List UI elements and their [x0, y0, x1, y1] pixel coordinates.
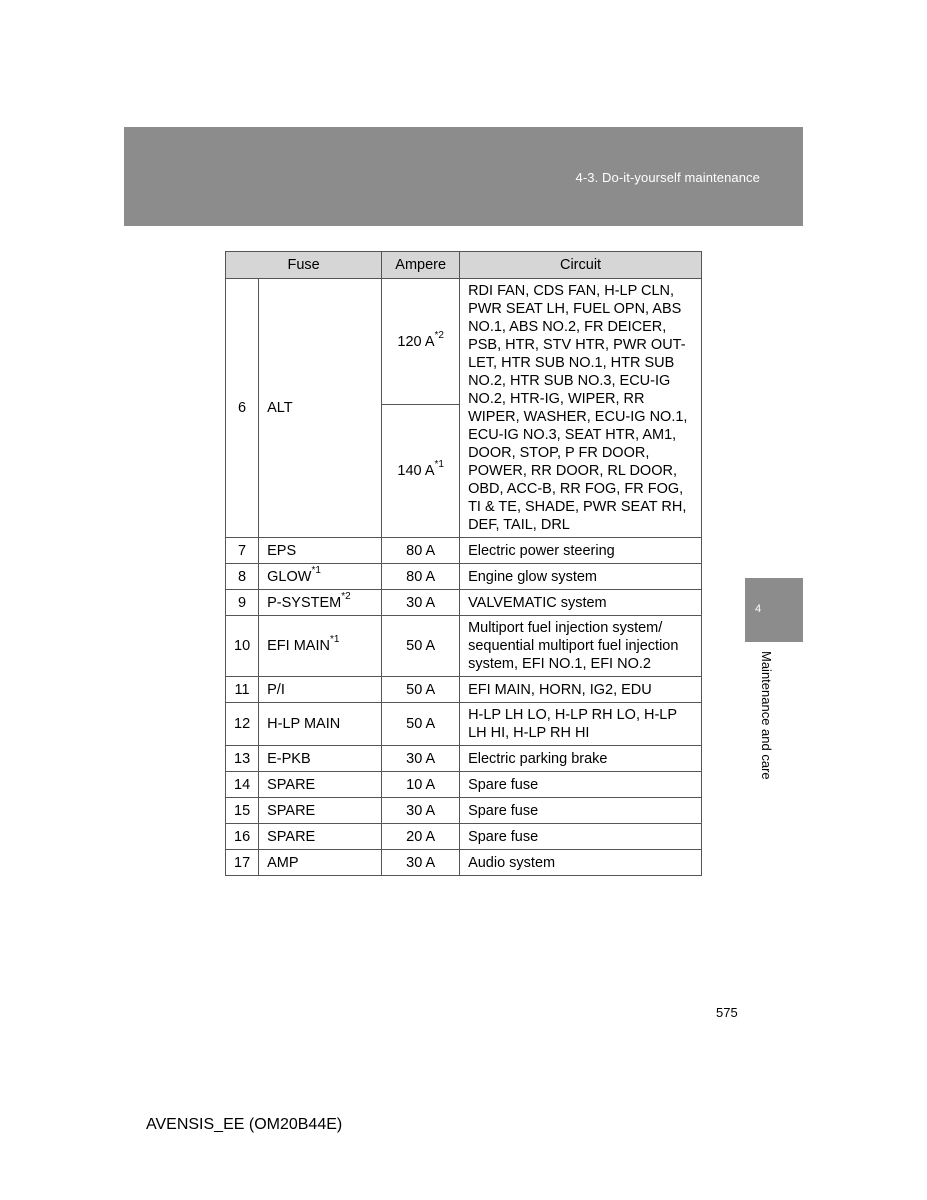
circuit-line: EFI MAIN, HORN, IG2, EDU: [468, 681, 652, 698]
fuse-name-text: SPARE: [267, 828, 316, 845]
footnote-marker: *2: [434, 329, 444, 341]
fuse-name: [259, 824, 382, 850]
fuse-name: [259, 564, 382, 590]
ampere-value: 80 A: [382, 538, 460, 564]
fuse-number: 14: [226, 772, 259, 798]
page-number: 575: [716, 1005, 738, 1020]
table-row: [226, 824, 702, 850]
ampere-value: 50 A: [382, 616, 460, 677]
table-row: [226, 564, 702, 590]
circuit-description: [460, 677, 702, 703]
document-id: AVENSIS_EE (OM20B44E): [146, 1116, 343, 1133]
table-row: [226, 538, 702, 564]
circuit-line: WIPER, WASHER, ECU-IG NO.1,: [468, 409, 688, 425]
circuit-description: [460, 798, 702, 824]
circuit-line: PWR SEAT LH, FUEL OPN, ABS: [468, 301, 682, 317]
fuse-name: [259, 746, 382, 772]
circuit-line: NO.2, HTR-IG, WIPER, RR: [468, 391, 645, 407]
fuse-name: [259, 616, 382, 677]
circuit-description: [460, 538, 702, 564]
fuse-number: 16: [226, 824, 259, 850]
table-row: [226, 746, 702, 772]
chapter-tab-number: 4: [755, 603, 762, 615]
fuse-number: 11: [226, 677, 259, 703]
fuse-name: [259, 850, 382, 876]
ampere-value: 30 A: [382, 850, 460, 876]
circuit-line: Electric parking brake: [468, 750, 608, 767]
circuit-line: Spare fuse: [468, 776, 539, 793]
circuit-description: [460, 850, 702, 876]
table-row: [226, 703, 702, 746]
table-header-row: [226, 252, 702, 279]
circuit-line: ECU-IG NO.3, SEAT HTR, AM1,: [468, 427, 677, 443]
circuit-line: DEF, TAIL, DRL: [468, 517, 570, 533]
circuit-line: Spare fuse: [468, 802, 539, 819]
fuse-number: 6: [226, 279, 259, 538]
footnote-marker: *1: [311, 564, 321, 576]
fuse-table: [225, 251, 702, 876]
table-row: [226, 850, 702, 876]
fuse-name-text: AMP: [267, 854, 299, 871]
footnote-marker: *2: [341, 590, 351, 602]
column-header-circuit: Circuit: [460, 252, 702, 279]
chapter-header-band: [124, 127, 803, 226]
ampere-value: 50 A: [382, 677, 460, 703]
column-header-fuse: Fuse: [226, 252, 382, 279]
fuse-number: 12: [226, 703, 259, 746]
fuse-name-text: EFI MAIN: [267, 638, 330, 654]
fuse-number: 10: [226, 616, 259, 677]
ampere-value: 30 A: [382, 590, 460, 616]
circuit-description: [460, 703, 702, 746]
chapter-tab: [745, 578, 803, 642]
table-row: [226, 798, 702, 824]
fuse-number: 9: [226, 590, 259, 616]
circuit-line: NO.2, HTR SUB NO.3, ECU-IG: [468, 373, 671, 389]
table-row-alt: [226, 279, 702, 405]
fuse-number: 13: [226, 746, 259, 772]
fuse-name: [259, 703, 382, 746]
table-row: [226, 677, 702, 703]
table-row: [226, 590, 702, 616]
circuit-line: H-LP LH LO, H-LP RH LO, H-LP: [468, 707, 678, 723]
fuse-name-text: GLOW: [267, 568, 312, 585]
table-row: [226, 616, 702, 677]
circuit-line: TI & TE, SHADE, PWR SEAT RH,: [468, 499, 687, 515]
circuit-line: Multiport fuel injection system/: [468, 620, 663, 636]
circuit-description: [460, 772, 702, 798]
circuit-line: VALVEMATIC system: [468, 594, 607, 611]
circuit-line: RDI FAN, CDS FAN, H-LP CLN,: [468, 283, 675, 299]
column-header-ampere: Ampere: [382, 252, 460, 279]
circuit-description: [460, 824, 702, 850]
fuse-number: 8: [226, 564, 259, 590]
ampere-text: 140 A: [397, 463, 435, 480]
circuit-description: [460, 616, 702, 677]
fuse-name: ALT: [259, 279, 382, 538]
ampere-value: [382, 405, 460, 538]
circuit-line: Electric power steering: [468, 542, 615, 559]
circuit-description: [460, 279, 702, 538]
fuse-number: 17: [226, 850, 259, 876]
circuit-line: system, EFI NO.1, EFI NO.2: [468, 656, 651, 672]
ampere-value: 80 A: [382, 564, 460, 590]
circuit-line: LH HI, H-LP RH HI: [468, 725, 590, 741]
fuse-name: [259, 772, 382, 798]
fuse-number: 15: [226, 798, 259, 824]
circuit-line: Spare fuse: [468, 828, 539, 845]
circuit-line: PSB, HTR, STV HTR, PWR OUT-: [468, 337, 686, 353]
ampere-text: 120 A: [397, 333, 435, 350]
circuit-description: [460, 746, 702, 772]
ampere-value: 50 A: [382, 703, 460, 746]
circuit-line: Audio system: [468, 854, 556, 871]
fuse-name-text: E-PKB: [267, 750, 311, 767]
fuse-number: 7: [226, 538, 259, 564]
fuse-name: [259, 538, 382, 564]
fuse-name-text: P-SYSTEM: [267, 594, 342, 611]
ampere-value: 10 A: [382, 772, 460, 798]
table-row: [226, 772, 702, 798]
circuit-line: LET, HTR SUB NO.1, HTR SUB: [468, 355, 675, 371]
footnote-marker: *1: [329, 634, 340, 646]
chapter-tab-label: Maintenance and care: [759, 651, 774, 780]
circuit-line: NO.1, ABS NO.2, FR DEICER,: [468, 319, 667, 335]
ampere-value: 30 A: [382, 798, 460, 824]
circuit-line: Engine glow system: [468, 568, 598, 585]
fuse-name-text: H-LP MAIN: [267, 716, 341, 732]
footnote-marker: *1: [434, 459, 444, 471]
section-title: 4-3. Do-it-yourself maintenance: [575, 170, 760, 185]
fuse-name-text: P/I: [267, 681, 285, 698]
circuit-line: sequential multiport fuel injection: [468, 638, 679, 654]
ampere-value: 20 A: [382, 824, 460, 850]
fuse-name: [259, 590, 382, 616]
circuit-description: [460, 590, 702, 616]
circuit-line: POWER, RR DOOR, RL DOOR,: [468, 463, 677, 479]
ampere-value: 30 A: [382, 746, 460, 772]
fuse-name-text: EPS: [267, 542, 297, 559]
circuit-description: [460, 564, 702, 590]
fuse-name: [259, 677, 382, 703]
circuit-line: DOOR, STOP, P FR DOOR,: [468, 445, 650, 461]
fuse-name-text: SPARE: [267, 776, 316, 793]
ampere-value: [382, 279, 460, 405]
fuse-name-text: SPARE: [267, 802, 316, 819]
fuse-name: [259, 798, 382, 824]
circuit-line: OBD, ACC-B, RR FOG, FR FOG,: [468, 481, 684, 497]
